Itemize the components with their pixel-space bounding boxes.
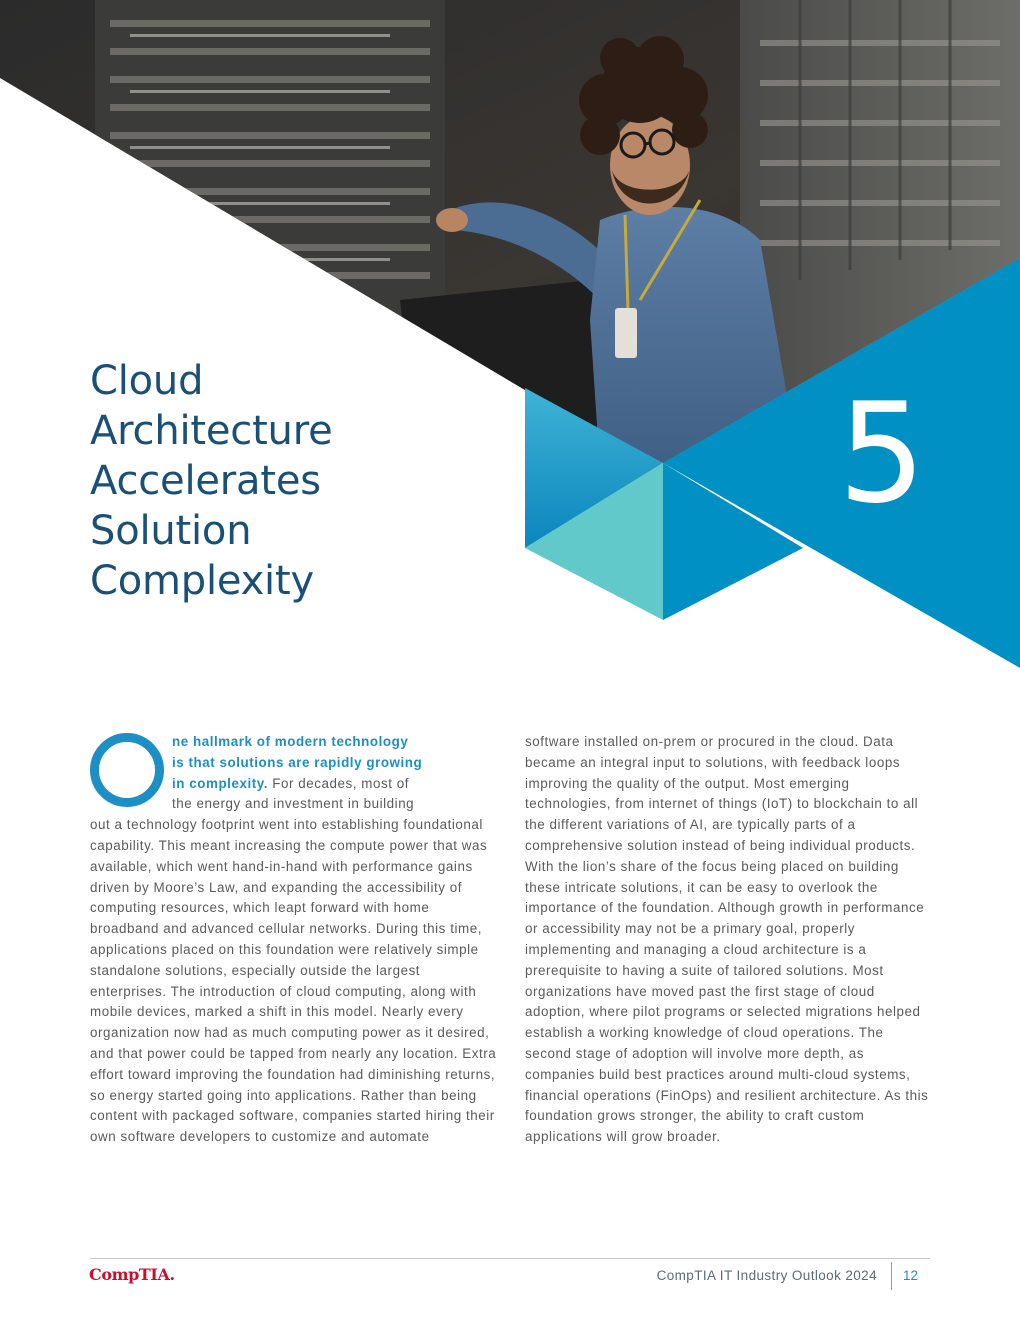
lead-text: in complexity. <box>172 775 269 791</box>
body-text: For decades, most of <box>268 775 410 791</box>
title-line: Solution <box>90 508 252 554</box>
body-line: the energy and investment in building <box>172 796 415 812</box>
footer-rule <box>90 1258 930 1259</box>
lead-text: is that solutions are rapidly growing <box>172 754 423 770</box>
chapter-number: 5 <box>838 373 926 534</box>
title-line: Architecture <box>90 408 333 454</box>
title-line: Complexity <box>90 558 314 604</box>
body-paragraph: out a technology footprint went into establishing foundational capability. This meant increasing the compute power that was available, which went hand-in-hand with performance gains driven by Moore’s Law, and expanding the accessibility of computing resources, which leapt forward with home broadband and advanced cellular networks. During this time, applications placed on this foundation were relatively simple standalone solutions, especially outside the largest enterprises. The introduction of cloud computing, along with mobile devices, marked a shift in this model. Nearly every organization now had as much computing power as it desired, and that power could be tapped from nearly any location. Extra effort toward improving the foundation had diminishing returns, so energy started going into applications. Rather than being content with packaged software, companies started hiring their own software developers to customize and automate <box>90 817 497 1145</box>
lead-line <box>90 732 498 753</box>
page-number: 12 <box>903 1268 919 1283</box>
title-line: Accelerates <box>90 458 321 504</box>
body-column-2: software installed on-prem or procured in the cloud. Data became an integral input to solutions, with feedback loops improving the quality of the output. Most emerging technologies, from internet of things (IoT) to blockchain to all the different variations of AI, are typically parts of a comprehensive solution instead of being individual products. With the lion’s share of the focus being placed on building these intricate solutions, it can be easy to overlook the importance of the foundation. Although growth in performance or accessibility may not be a primary goal, properly implementing and managing a cloud architecture is a prerequisite to having a suite of tailored solutions. Most organizations have moved past the first stage of cloud adoption, where pilot programs or selected migrations helped establish a working knowledge of cloud operations. The second stage of adoption will involve more depth, as companies build best practices around multi-cloud systems, financial operations (FinOps) and resilient architecture. As this foundation grows stronger, the ability to craft custom applications will grow broader. <box>525 734 929 1145</box>
comptia-logo: CompTIA. <box>89 1265 175 1284</box>
lead-line <box>90 753 498 774</box>
report-title: CompTIA IT Industry Outlook 2024 <box>656 1268 877 1283</box>
body-column-1 <box>90 732 498 1148</box>
page-title <box>90 356 332 606</box>
lead-text: ne hallmark of modern technology <box>172 734 409 749</box>
footer-divider <box>891 1262 892 1290</box>
lead-line <box>90 774 498 795</box>
title-line: Cloud <box>90 358 204 404</box>
